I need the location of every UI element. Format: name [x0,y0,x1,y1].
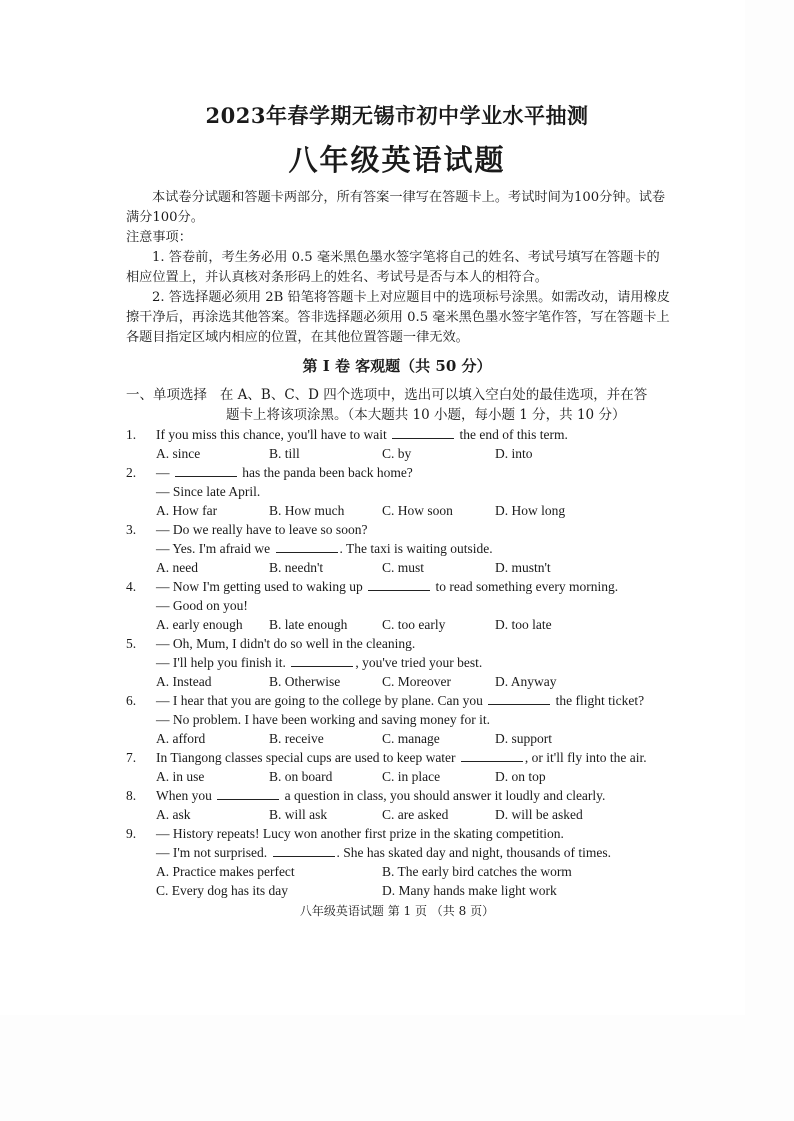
option-b: B. The early bird catches the worm [382,864,572,879]
question-number: 1. [126,427,137,442]
stem-text: a question in class, you should answer it loudly and clearly. [281,788,606,803]
option-b: B. will ask [269,807,328,822]
option-d: D. on top [495,769,546,784]
options-row [156,501,716,520]
question-stem-line [156,843,716,862]
stem-text: — No problem. I have been working and saving money for it. [156,712,491,727]
question-number: 3. [126,522,137,537]
answer-blank [217,787,279,800]
options-row [156,558,716,577]
option-d: D. Many hands make light work [382,883,557,898]
answer-blank [175,464,237,477]
question-8 [126,786,686,824]
question-3 [126,520,686,577]
question-stem-line [156,596,716,615]
option-d: D. too late [495,617,552,632]
question-4 [126,577,686,634]
question-number: 4. [126,579,137,594]
option-a: A. How far [156,503,218,518]
stem-text: When you [156,788,216,803]
options-row [156,615,716,634]
stem-text: . The taxi is waiting outside. [339,541,493,556]
question-9 [126,824,686,900]
stem-text: , or it'll fly into the air. [524,750,647,765]
answer-blank [368,578,430,591]
question-number: 9. [126,826,137,841]
option-c: C. must [382,560,425,575]
question-stem-line [156,786,716,805]
exam-title: 2023年春学期无锡市初中学业水平抽测 [205,103,589,128]
option-d: D. Anyway [495,674,557,689]
notice-item-1: 1. 答卷前，考生务必用 0.5 毫米黑色墨水签字笔将自己的姓名、考试号填写在答题卡的相应位置上，并认真核对条形码上的姓名、考试号是否与本人的相符合。 [126,250,660,285]
stem-text: has the panda been back home? [238,465,413,480]
page-footer: 八年级英语试题 第 1 页 （共 8 页） [299,904,495,918]
stem-text: — History repeats! Lucy won another first prize in the skating competition. [156,826,564,841]
option-c: C. in place [382,769,441,784]
question-stem-line [156,520,716,539]
question-stem-line [156,425,716,444]
question-stem-line [156,824,716,843]
option-d: D. will be asked [495,807,583,822]
question-stem-line [156,539,716,558]
option-d: D. into [495,446,533,461]
option-b: B. How much [269,503,345,518]
part-heading [126,385,671,425]
question-stem-line [156,577,716,596]
stem-text: — Oh, Mum, I didn't do so well in the cleaning. [156,636,416,651]
stem-text: the flight ticket? [552,693,645,708]
question-stem-line [156,691,716,710]
options-row [156,672,716,691]
stem-text: — Good on you! [156,598,248,613]
option-c: C. Moreover [382,674,451,689]
instructions [126,188,671,348]
stem-text: — Yes. I'm afraid we [156,541,274,556]
options-row [156,729,716,748]
question-number: 7. [126,750,137,765]
question-stem-line [156,748,716,767]
answer-blank [291,654,353,667]
option-b: B. receive [269,731,324,746]
option-c: C. Every dog has its day [156,883,288,898]
option-a: A. Practice makes perfect [156,864,295,879]
option-d: D. mustn't [495,560,551,575]
stem-text: If you miss this chance, you'll have to wait [156,427,391,442]
part-label: 一、单项选择 [126,387,207,403]
stem-text: — Do we really have to leave so soon? [156,522,368,537]
option-d: D. How long [495,503,566,518]
stem-text: . She has skated day and night, thousands of times. [336,845,612,860]
question-6 [126,691,686,748]
question-number: 8. [126,788,137,803]
option-a: A. since [156,446,201,461]
option-b: B. on board [269,769,333,784]
options-row [156,881,716,900]
answer-blank [276,540,338,553]
stem-text: , you've tried your best. [355,655,483,670]
stem-text: In Tiangong classes special cups are used to keep water [156,750,459,765]
option-c: C. are asked [382,807,449,822]
option-c: C. too early [382,617,446,632]
option-b: B. Otherwise [269,674,341,689]
answer-blank [273,844,335,857]
question-stem-line [156,653,716,672]
option-b: B. needn't [269,560,324,575]
stem-text: to read something every morning. [432,579,619,594]
question-number: 5. [126,636,137,651]
section-title: 第 I 卷 客观题（共 50 分） [302,357,492,375]
option-c: C. by [382,446,412,461]
options-row [156,862,716,881]
question-stem-line [156,463,716,482]
question-stem-line [156,634,716,653]
option-d: D. support [495,731,552,746]
question-number: 2. [126,465,137,480]
option-a: A. early enough [156,617,243,632]
stem-text: the end of this term. [456,427,568,442]
option-c: C. How soon [382,503,453,518]
stem-text: — I'll help you finish it. [156,655,290,670]
question-1 [126,425,686,463]
answer-blank [392,426,454,439]
stem-text: — [156,465,173,480]
options-row [156,444,716,463]
answer-blank [488,692,550,705]
stem-text: — Now I'm getting used to waking up [156,579,367,594]
question-stem-line [156,482,716,501]
stem-text: — I'm not surprised. [156,845,271,860]
stem-text: — I hear that you are going to the college by plane. Can you [156,693,487,708]
option-c: C. manage [382,731,440,746]
option-b: B. late enough [269,617,348,632]
question-number: 6. [126,693,137,708]
option-a: A. afford [156,731,206,746]
option-b: B. till [269,446,300,461]
exam-subtitle: 八年级英语试题 [288,143,506,177]
question-5 [126,634,686,691]
option-a: A. need [156,560,198,575]
instructions-intro: 本试卷分试题和答题卡两部分，所有答案一律写在答题卡上。考试时间为100分钟。试卷满分100分。 [126,190,666,225]
notice-item-2: 2. 答选择题必须用 2B 铅笔将答题卡上对应题目中的选项标号涂黑。如需改动，请用橡皮擦干净后，再涂选其他答案。答非选择题必须用 0.5 毫米黑色墨水签字笔作答，写在答题卡上各题目指定区域内相应的位置，在其他位置答题一律无效。 [126,290,670,345]
option-a: A. ask [156,807,191,822]
question-2 [126,463,686,520]
part-description-2: 题卡上将该项涂黑。（本大题共 10 小题，每小题 1 分，共 10 分） [226,407,626,423]
question-stem-line [156,710,716,729]
options-row [156,767,716,786]
notice-label: 注意事项： [126,230,192,245]
stem-text: — Since late April. [156,484,261,499]
options-row [156,805,716,824]
answer-blank [461,749,523,762]
option-a: A. in use [156,769,205,784]
option-a: A. Instead [156,674,212,689]
part-description-1: 在 A、B、C、D 四个选项中，选出可以填入空白处的最佳选项，并在答 [219,387,648,403]
question-7 [126,748,686,786]
